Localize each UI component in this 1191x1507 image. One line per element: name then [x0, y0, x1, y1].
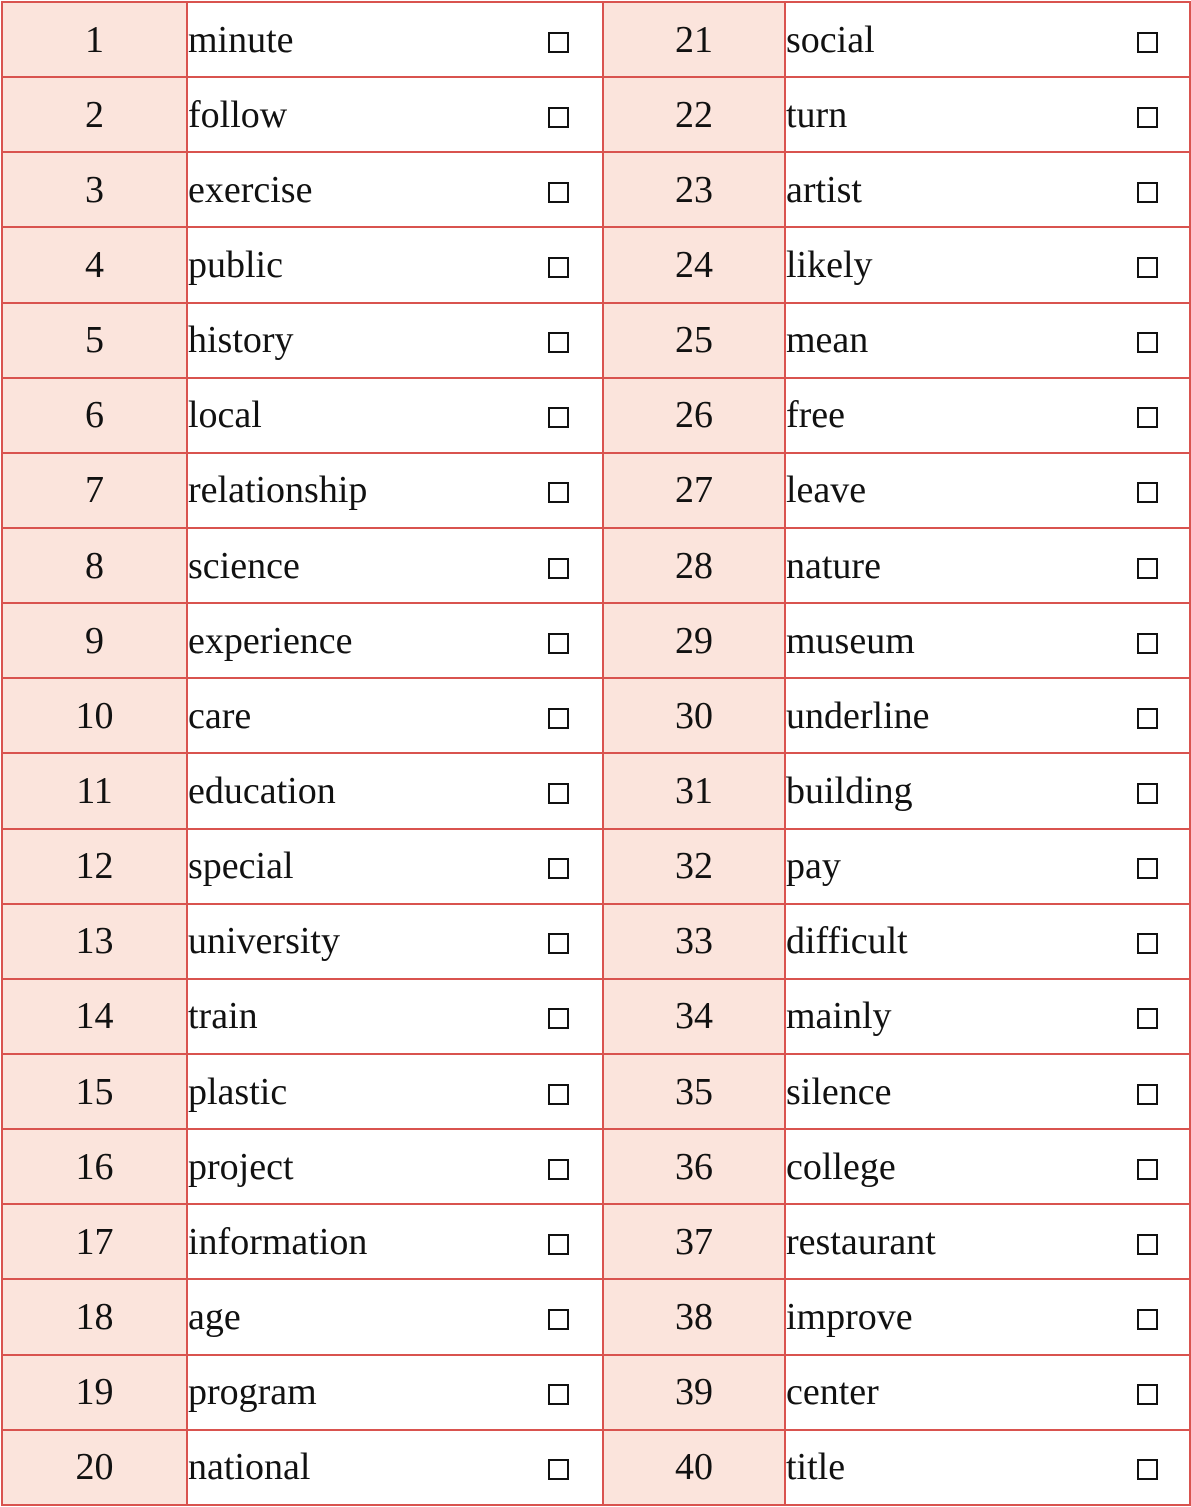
word-number: 9: [2, 603, 187, 678]
table-row: [2, 1204, 1190, 1279]
empty-checkbox-icon[interactable]: [548, 1234, 569, 1255]
empty-checkbox-icon[interactable]: [548, 1159, 569, 1180]
vocabulary-word: university: [188, 920, 340, 963]
vocabulary-word: difficult: [786, 920, 908, 963]
vocabulary-word: free: [786, 394, 846, 437]
vocabulary-word: improve: [786, 1295, 913, 1338]
vocabulary-word: age: [188, 1295, 241, 1338]
word-number: 23: [603, 152, 785, 227]
vocabulary-word: leave: [786, 469, 867, 512]
word-cell: [187, 1279, 603, 1354]
vocabulary-word: nature: [786, 544, 881, 587]
word-number: 25: [603, 303, 785, 378]
vocabulary-word: silence: [786, 1070, 892, 1113]
word-cell: [187, 77, 603, 152]
table-row: [2, 453, 1190, 528]
empty-checkbox-icon[interactable]: [1137, 1008, 1158, 1029]
vocabulary-word: artist: [786, 168, 862, 211]
word-cell: [187, 528, 603, 603]
empty-checkbox-icon[interactable]: [1137, 1234, 1158, 1255]
empty-checkbox-icon[interactable]: [548, 407, 569, 428]
word-cell: [785, 678, 1190, 753]
empty-checkbox-icon[interactable]: [1137, 558, 1158, 579]
word-cell: [785, 378, 1190, 453]
word-number: 3: [2, 152, 187, 227]
empty-checkbox-icon[interactable]: [1137, 1159, 1158, 1180]
word-cell: [785, 1279, 1190, 1354]
word-cell: [187, 678, 603, 753]
vocabulary-word: restaurant: [786, 1220, 936, 1263]
word-number: 31: [603, 753, 785, 828]
empty-checkbox-icon[interactable]: [548, 558, 569, 579]
word-cell: [785, 528, 1190, 603]
word-number: 2: [2, 77, 187, 152]
vocabulary-word: minute: [188, 18, 294, 61]
vocabulary-word: public: [188, 243, 283, 286]
vocabulary-word: plastic: [188, 1070, 288, 1113]
table-row: [2, 1129, 1190, 1204]
vocabulary-word: special: [188, 845, 294, 888]
table-row: [2, 2, 1190, 77]
word-number: 24: [603, 227, 785, 302]
vocabulary-word: science: [188, 544, 300, 587]
empty-checkbox-icon[interactable]: [548, 482, 569, 503]
empty-checkbox-icon[interactable]: [1137, 482, 1158, 503]
word-cell: [187, 829, 603, 904]
empty-checkbox-icon[interactable]: [1137, 257, 1158, 278]
vocabulary-word: follow: [188, 93, 288, 136]
table-row: [2, 1355, 1190, 1430]
vocabulary-word: education: [188, 769, 336, 812]
word-cell: [785, 77, 1190, 152]
word-number: 26: [603, 378, 785, 453]
word-cell: [785, 2, 1190, 77]
empty-checkbox-icon[interactable]: [548, 1008, 569, 1029]
word-number: 20: [2, 1430, 187, 1505]
table-row: [2, 227, 1190, 302]
empty-checkbox-icon[interactable]: [548, 32, 569, 53]
empty-checkbox-icon[interactable]: [1137, 32, 1158, 53]
table-row: [2, 378, 1190, 453]
vocabulary-word: national: [188, 1446, 311, 1489]
vocabulary-word: project: [188, 1145, 294, 1188]
table-row: [2, 152, 1190, 227]
empty-checkbox-icon[interactable]: [548, 332, 569, 353]
empty-checkbox-icon[interactable]: [1137, 1309, 1158, 1330]
vocabulary-word: exercise: [188, 168, 313, 211]
word-cell: [187, 227, 603, 302]
empty-checkbox-icon[interactable]: [548, 1309, 569, 1330]
empty-checkbox-icon[interactable]: [1137, 1384, 1158, 1405]
vocabulary-word: relationship: [188, 469, 368, 512]
word-cell: [187, 1355, 603, 1430]
empty-checkbox-icon[interactable]: [548, 783, 569, 804]
vocabulary-word: social: [786, 18, 875, 61]
word-cell: [785, 1355, 1190, 1430]
word-cell: [187, 2, 603, 77]
word-cell: [785, 1129, 1190, 1204]
empty-checkbox-icon[interactable]: [1137, 182, 1158, 203]
word-cell: [187, 979, 603, 1054]
empty-checkbox-icon[interactable]: [548, 107, 569, 128]
empty-checkbox-icon[interactable]: [1137, 1084, 1158, 1105]
vocabulary-word: local: [188, 394, 262, 437]
table-row: [2, 1430, 1190, 1505]
table-row: [2, 904, 1190, 979]
word-cell: [785, 152, 1190, 227]
vocabulary-word: program: [188, 1371, 317, 1414]
vocabulary-word: mainly: [786, 995, 892, 1038]
word-number: 10: [2, 678, 187, 753]
word-number: 32: [603, 829, 785, 904]
word-cell: [187, 1129, 603, 1204]
word-number: 19: [2, 1355, 187, 1430]
word-cell: [785, 829, 1190, 904]
table-row: [2, 979, 1190, 1054]
empty-checkbox-icon[interactable]: [548, 858, 569, 879]
empty-checkbox-icon[interactable]: [548, 708, 569, 729]
empty-checkbox-icon[interactable]: [1137, 933, 1158, 954]
vocabulary-word: train: [188, 995, 258, 1038]
empty-checkbox-icon[interactable]: [548, 1459, 569, 1480]
word-number: 37: [603, 1204, 785, 1279]
word-cell: [785, 753, 1190, 828]
word-cell: [187, 303, 603, 378]
word-cell: [187, 1054, 603, 1129]
word-number: 30: [603, 678, 785, 753]
word-cell: [187, 1430, 603, 1505]
word-cell: [187, 1204, 603, 1279]
empty-checkbox-icon[interactable]: [1137, 783, 1158, 804]
word-cell: [785, 1204, 1190, 1279]
empty-checkbox-icon[interactable]: [1137, 107, 1158, 128]
word-cell: [187, 904, 603, 979]
empty-checkbox-icon[interactable]: [1137, 633, 1158, 654]
table-row: [2, 603, 1190, 678]
word-number: 40: [603, 1430, 785, 1505]
vocabulary-word: information: [188, 1220, 368, 1263]
table-row: [2, 77, 1190, 152]
vocabulary-word: experience: [188, 619, 353, 662]
word-number: 8: [2, 528, 187, 603]
word-number: 21: [603, 2, 785, 77]
word-number: 28: [603, 528, 785, 603]
word-number: 18: [2, 1279, 187, 1354]
word-cell: [785, 1054, 1190, 1129]
vocabulary-word: care: [188, 694, 252, 737]
word-cell: [187, 378, 603, 453]
empty-checkbox-icon[interactable]: [1137, 708, 1158, 729]
vocabulary-word: center: [786, 1371, 879, 1414]
empty-checkbox-icon[interactable]: [548, 182, 569, 203]
word-cell: [785, 227, 1190, 302]
word-number: 22: [603, 77, 785, 152]
empty-checkbox-icon[interactable]: [548, 1084, 569, 1105]
empty-checkbox-icon[interactable]: [1137, 1459, 1158, 1480]
table-row: [2, 303, 1190, 378]
word-cell: [187, 753, 603, 828]
word-cell: [785, 603, 1190, 678]
word-number: 4: [2, 227, 187, 302]
word-number: 36: [603, 1129, 785, 1204]
word-number: 35: [603, 1054, 785, 1129]
empty-checkbox-icon[interactable]: [548, 633, 569, 654]
word-cell: [785, 303, 1190, 378]
empty-checkbox-icon[interactable]: [1137, 332, 1158, 353]
vocabulary-table: [1, 1, 1191, 1506]
word-number: 29: [603, 603, 785, 678]
word-number: 11: [2, 753, 187, 828]
table-row: [2, 753, 1190, 828]
table-row: [2, 829, 1190, 904]
vocabulary-word: history: [188, 319, 294, 362]
empty-checkbox-icon[interactable]: [548, 1384, 569, 1405]
word-number: 39: [603, 1355, 785, 1430]
vocabulary-word: pay: [786, 845, 841, 888]
vocabulary-word: building: [786, 769, 913, 812]
vocabulary-word: turn: [786, 93, 848, 136]
vocabulary-word: likely: [786, 243, 873, 286]
word-number: 13: [2, 904, 187, 979]
word-cell: [187, 453, 603, 528]
empty-checkbox-icon[interactable]: [1137, 407, 1158, 428]
table-row: [2, 528, 1190, 603]
word-number: 14: [2, 979, 187, 1054]
word-number: 27: [603, 453, 785, 528]
table-row: [2, 1054, 1190, 1129]
word-number: 17: [2, 1204, 187, 1279]
word-number: 12: [2, 829, 187, 904]
empty-checkbox-icon[interactable]: [548, 933, 569, 954]
word-number: 1: [2, 2, 187, 77]
word-number: 5: [2, 303, 187, 378]
table-row: [2, 1279, 1190, 1354]
word-cell: [187, 152, 603, 227]
empty-checkbox-icon[interactable]: [548, 257, 569, 278]
word-number: 33: [603, 904, 785, 979]
table-row: [2, 678, 1190, 753]
word-number: 34: [603, 979, 785, 1054]
word-number: 7: [2, 453, 187, 528]
word-cell: [187, 603, 603, 678]
word-number: 38: [603, 1279, 785, 1354]
word-cell: [785, 1430, 1190, 1505]
word-cell: [785, 904, 1190, 979]
empty-checkbox-icon[interactable]: [1137, 858, 1158, 879]
word-cell: [785, 453, 1190, 528]
vocabulary-table-body: [2, 2, 1190, 1505]
word-number: 6: [2, 378, 187, 453]
vocabulary-word: underline: [786, 694, 930, 737]
vocabulary-word: title: [786, 1446, 846, 1489]
vocabulary-word: museum: [786, 619, 915, 662]
word-cell: [785, 979, 1190, 1054]
word-number: 16: [2, 1129, 187, 1204]
word-number: 15: [2, 1054, 187, 1129]
vocabulary-word: college: [786, 1145, 896, 1188]
vocabulary-word: mean: [786, 319, 869, 362]
